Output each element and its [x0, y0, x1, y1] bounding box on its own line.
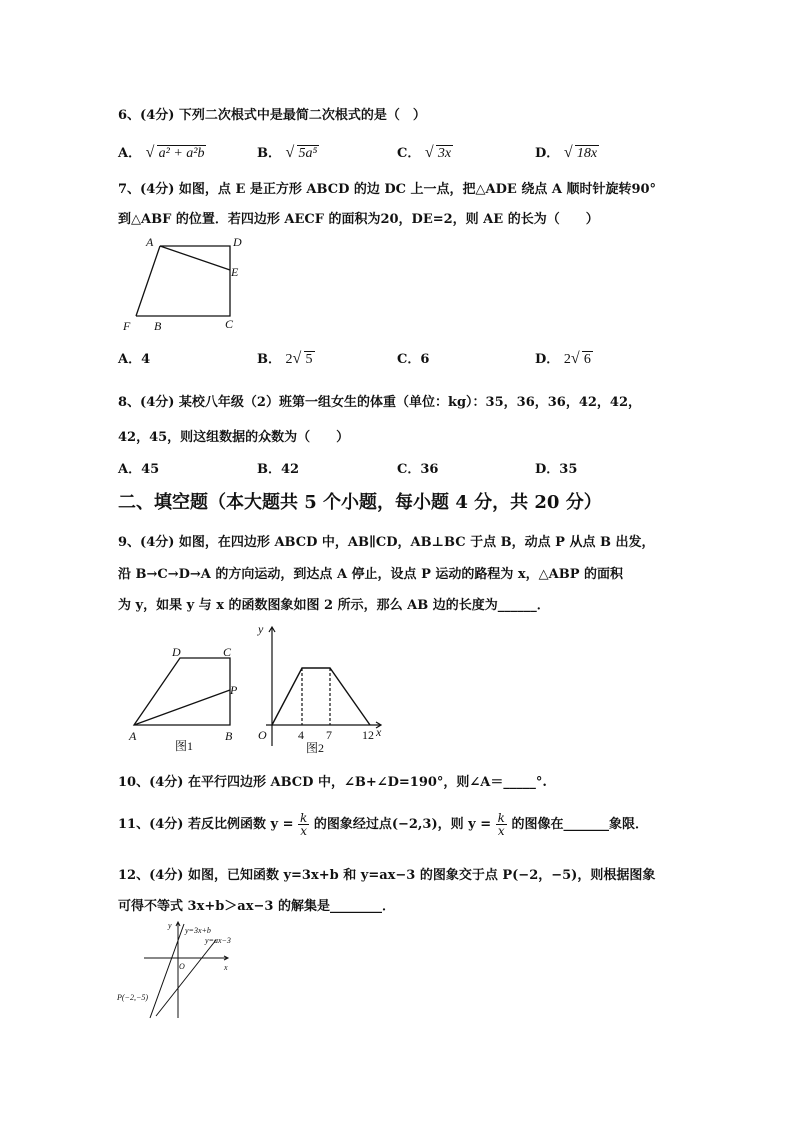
q12-stem-line2: 可得不等式 3x+b＞ax−3 的解集是________．	[118, 899, 395, 914]
q12-figure	[116, 918, 246, 1023]
q7-label-b: B	[154, 319, 162, 333]
q12-origin: O	[179, 962, 185, 971]
q8-option-a[interactable]: A．45	[118, 462, 160, 477]
q6-option-b[interactable]	[257, 142, 319, 162]
q9-ap	[134, 690, 230, 725]
q7-b-label: B．	[257, 352, 281, 367]
q9-fig2-caption: 图2	[306, 741, 325, 755]
q7-option-c[interactable]: C．6	[397, 352, 430, 367]
q9-figure1	[122, 640, 247, 755]
q12-line2-label: y=ax−3	[205, 936, 231, 945]
q6-d-label: D．	[535, 146, 560, 161]
q11-stem	[118, 812, 648, 837]
q7-option-d[interactable]	[535, 348, 593, 368]
q9-fig2-x-label: x	[376, 725, 382, 739]
q12-y-label: y	[168, 921, 172, 930]
q6-a-radical: √ a² + a²b	[145, 144, 205, 161]
q8-stem-line1: 8、(4分) 某校八年级（2）班第一组女生的体重（单位：kg）：35，36，36，42，42，	[118, 395, 642, 410]
q12-line1-label: y=3x+b	[185, 926, 211, 935]
q12-stem-line1: 12、(4分) 如图，已知函数 y=3x+b 和 y=ax−3 的图象交于点 P(−2，−5)，则根据图象	[118, 868, 656, 883]
q8-option-d[interactable]: D．35	[535, 462, 578, 477]
q6-d-radical: √ 18x	[563, 144, 598, 161]
q12-x-label: x	[224, 963, 228, 972]
q7-option-b[interactable]	[257, 348, 315, 368]
q9-fig1-d: D	[172, 645, 181, 659]
q7-label-e: E	[231, 265, 239, 279]
q7-d-coef: 2	[563, 352, 571, 367]
q7-label-a: A	[146, 235, 154, 249]
q11-pre: 11、(4分) 若反比例函数 y =	[118, 817, 294, 832]
q6-c-label: C．	[397, 146, 421, 161]
q9-fig1-c: C	[223, 645, 232, 659]
q7-stem-line2: 到△ABF 的位置．若四边形 AECF 的面积为20，DE=2，则 AE 的长为（ ）	[118, 212, 599, 227]
q9-fig2-graph	[272, 668, 370, 725]
q6-option-c[interactable]	[397, 142, 453, 162]
q8-option-b[interactable]: B．42	[257, 462, 300, 477]
q10-stem: 10、(4分) 在平行四边形 ABCD 中，∠B+∠D=190°，则∠A＝_____°.	[118, 775, 547, 790]
q7-af	[136, 246, 160, 316]
q8-stem-line2: 42，45，则这组数据的众数为（ ）	[118, 430, 350, 445]
q7-figure	[118, 232, 258, 334]
q6-a-label: A．	[118, 146, 142, 161]
q12-point-p: P(−2,−5)	[117, 993, 149, 1002]
q6-option-d[interactable]	[535, 142, 599, 162]
q9-fig2-tick-4: 4	[298, 728, 304, 742]
q11-fraction-1: $\frac{k}{x}$	[300, 811, 308, 838]
q8-option-c[interactable]: C．36	[397, 462, 439, 477]
q7-label-d: D	[233, 235, 242, 249]
q7-ae	[160, 246, 230, 270]
q7-d-radical: √ 6	[570, 350, 591, 367]
q9-fig1-p: P	[230, 683, 238, 697]
q7-label-f: F	[123, 319, 131, 333]
q6-b-label: B．	[257, 146, 281, 161]
q9-fig2-origin: O	[258, 728, 267, 742]
q9-fig1-a: A	[129, 729, 137, 743]
q11-mid: 的图象经过点(−2,3)，则 y =	[313, 817, 492, 832]
q11-fraction-2: $\frac{k}{x}$	[497, 811, 505, 838]
q6-option-a[interactable]	[118, 142, 206, 162]
q7-label-c: C	[225, 317, 234, 331]
q9-stem-line2: 沿 B→C→D→A 的方向运动，到达点 A 停止，设点 P 运动的路程为 x，△ABP 的面积	[118, 567, 624, 582]
q9-figure2	[252, 618, 392, 756]
q9-fig2-tick-7: 7	[326, 728, 332, 742]
q12-line-3x-b	[150, 924, 184, 1018]
q9-quad-abcd	[134, 658, 230, 725]
q9-fig2-tick-12: 12	[362, 728, 374, 742]
q6-c-radical: √ 3x	[424, 144, 452, 161]
q9-fig2-y-label: y	[258, 622, 264, 636]
q9-stem-line3: 为 y，如果 y 与 x 的函数图象如图 2 所示，那么 AB 边的长度为______．	[118, 598, 550, 613]
section-heading-fill-in: 二、填空题（本大题共 5 个小题，每小题 4 分，共 20 分）	[118, 492, 602, 513]
q12-line-ax-3	[156, 940, 216, 1016]
q7-square	[160, 246, 230, 316]
q7-stem-line1: 7、(4分) 如图，点 E 是正方形 ABCD 的边 DC 上一点，把△ADE 绕点 A 顺时针旋转90°	[118, 182, 657, 197]
q9-fig1-caption: 图1	[175, 739, 194, 753]
q6-b-radical: √ 5a⁵	[285, 144, 318, 161]
q9-stem-line1: 9、(4分) 如图，在四边形 ABCD 中，AB∥CD，AB⊥BC 于点 B，动点 P 从点 B 出发，	[118, 535, 655, 550]
q6-stem: 6、(4分) 下列二次根式中是最简二次根式的是（ ）	[118, 108, 426, 123]
q7-d-label: D．	[535, 352, 560, 367]
q7-b-radical: √ 5	[292, 350, 313, 367]
q9-fig1-b: B	[225, 729, 233, 743]
q7-b-coef: 2	[285, 352, 293, 367]
q11-post: 的图像在_______象限．	[511, 817, 648, 832]
q7-option-a[interactable]: A．4	[118, 352, 151, 367]
